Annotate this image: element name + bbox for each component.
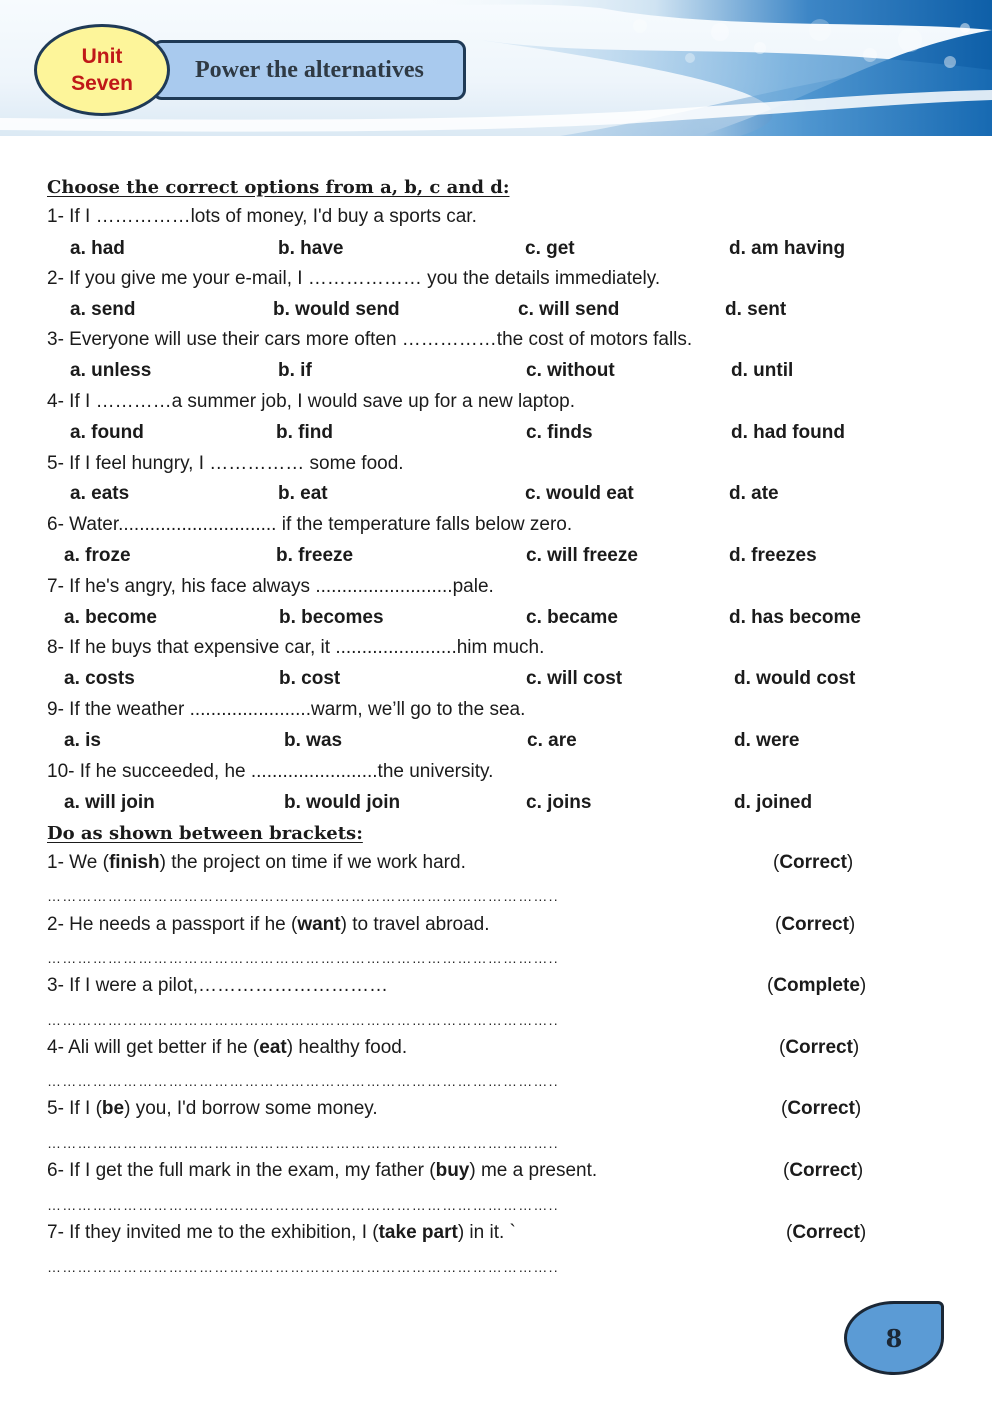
- option-b: b. was: [284, 730, 343, 751]
- option-c: c. joins: [526, 792, 592, 813]
- exercise-item: 3- If I were a pilot,…………………………: [47, 975, 389, 996]
- option-a: a. found: [70, 422, 144, 443]
- option-b: b. eat: [278, 483, 328, 504]
- unit-label: Unit: [81, 45, 123, 68]
- instruction-tag: (Correct): [786, 1222, 867, 1243]
- question-stem: 4- If I …………a summer job, I would save up for a new laptop.: [47, 391, 576, 412]
- exercise-item: 5- If I (be) you, I'd borrow some money.: [47, 1098, 378, 1119]
- answer-line[interactable]: ………………………………………………………………………………………..: [47, 1197, 559, 1213]
- option-c: c. finds: [526, 422, 593, 443]
- exercise-item: 6- If I get the full mark in the exam, my father (buy) me a present.: [47, 1160, 598, 1181]
- exercise-item: 7- If they invited me to the exhibition, I (take part) in it. `: [47, 1222, 516, 1243]
- option-a: a. send: [70, 299, 136, 320]
- answer-line[interactable]: ………………………………………………………………………………………..: [47, 1135, 559, 1151]
- question-stem: 9- If the weather .......................warm, we’ll go to the sea.: [47, 699, 526, 720]
- option-d: d. would cost: [734, 668, 856, 689]
- option-b: b. would join: [284, 792, 401, 813]
- section1-heading: Choose the correct options from a, b, c and d:: [47, 177, 510, 198]
- option-a: a. eats: [70, 483, 130, 504]
- instruction-tag: (Correct): [781, 1098, 862, 1119]
- answer-line[interactable]: ………………………………………………………………………………………..: [47, 1259, 559, 1275]
- page-number: 8: [885, 1323, 903, 1353]
- option-d: d. sent: [725, 299, 787, 320]
- option-d: d. until: [731, 360, 794, 381]
- question-stem: 5- If I feel hungry, I …………… some food.: [47, 453, 404, 474]
- option-c: c. will freeze: [526, 545, 638, 566]
- option-a: a. will join: [64, 792, 155, 813]
- exercise-item: 4- Ali will get better if he (eat) healthy food.: [47, 1037, 408, 1058]
- section2-heading: Do as shown between brackets:: [47, 823, 363, 844]
- question-stem: 2- If you give me your e-mail, I ……………… you the details immediately.: [47, 268, 661, 289]
- option-b: b. cost: [279, 668, 341, 689]
- answer-line[interactable]: ………………………………………………………………………………………..: [47, 888, 559, 904]
- option-a: a. is: [64, 730, 101, 751]
- question-stem: 8- If he buys that expensive car, it .......................him much.: [47, 637, 545, 658]
- option-c: c. will send: [518, 299, 620, 320]
- question-stem: 10- If he succeeded, he ........................the university.: [47, 761, 494, 782]
- answer-line[interactable]: ………………………………………………………………………………………..: [47, 1073, 559, 1089]
- question-stem: 6- Water.............................. if the temperature falls below zero.: [47, 514, 573, 535]
- option-b: b. find: [276, 422, 333, 443]
- option-a: a. had: [70, 238, 125, 259]
- option-c: c. would eat: [525, 483, 634, 504]
- option-b: b. if: [278, 360, 312, 381]
- instruction-tag: (Correct): [775, 914, 856, 935]
- option-a: a. become: [64, 607, 157, 628]
- page-number-badge: [844, 1301, 944, 1375]
- option-c: c. are: [527, 730, 577, 751]
- option-b: b. would send: [273, 299, 400, 320]
- exercise-item: 1- We (finish) the project on time if we work hard.: [47, 852, 466, 873]
- option-b: b. have: [278, 238, 344, 259]
- option-d: d. am having: [729, 238, 846, 259]
- question-stem: 7- If he's angry, his face always ..........................pale.: [47, 576, 494, 597]
- question-stem: 1- If I ……………lots of money, I'd buy a sports car.: [47, 206, 477, 227]
- option-c: c. will cost: [526, 668, 623, 689]
- option-c: c. became: [526, 607, 618, 628]
- option-d: d. ate: [729, 483, 779, 504]
- instruction-tag: (Correct): [783, 1160, 864, 1181]
- unit-title-box: [152, 40, 466, 100]
- option-d: d. had found: [731, 422, 845, 443]
- option-d: d. has become: [729, 607, 861, 628]
- instruction-tag: (Complete): [767, 975, 867, 996]
- option-d: d. were: [734, 730, 800, 751]
- option-c: c. without: [526, 360, 615, 381]
- option-c: c. get: [525, 238, 575, 259]
- exercise-item: 2- He needs a passport if he (want) to travel abroad.: [47, 914, 490, 935]
- option-a: a. costs: [64, 668, 135, 689]
- question-stem: 3- Everyone will use their cars more often ……………the cost of motors falls.: [47, 329, 693, 350]
- unit-title: Power the alternatives: [195, 56, 424, 83]
- answer-line[interactable]: ………………………………………………………………………………………..: [47, 950, 559, 966]
- option-b: b. freeze: [276, 545, 354, 566]
- option-a: a. froze: [64, 545, 131, 566]
- option-d: d. joined: [734, 792, 813, 813]
- unit-number: Seven: [71, 72, 133, 95]
- option-d: d. freezes: [729, 545, 817, 566]
- option-a: a. unless: [70, 360, 152, 381]
- option-b: b. becomes: [279, 607, 384, 628]
- answer-line[interactable]: ………………………………………………………………………………………..: [47, 1012, 559, 1028]
- instruction-tag: (Correct): [773, 852, 854, 873]
- unit-badge: [34, 24, 170, 116]
- instruction-tag: (Correct): [779, 1037, 860, 1058]
